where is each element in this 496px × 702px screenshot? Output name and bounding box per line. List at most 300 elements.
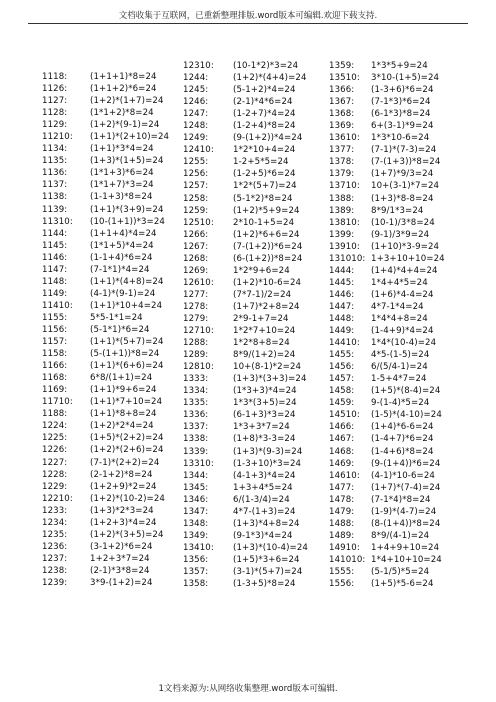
- expression: (2-1)*3*8=24: [90, 565, 150, 576]
- number-set: 1168:: [42, 373, 68, 384]
- number-set: 1446:: [329, 289, 355, 300]
- expression: 1*2*(5+7)=24: [233, 181, 297, 192]
- solution-row: [42, 312, 182, 324]
- expression: 1+2+3*7=24: [90, 553, 150, 564]
- number-set: 12610:: [183, 277, 214, 288]
- solution-row: [42, 565, 182, 577]
- expression: 6+(3-1)*9=24: [371, 121, 434, 132]
- expression: (4-1)*(9-1)=24: [90, 288, 156, 299]
- number-set: 1249:: [183, 133, 209, 144]
- number-set: 1135:: [42, 156, 68, 167]
- solution-row: [329, 156, 469, 168]
- solution-row: [183, 217, 323, 229]
- solution-row: [329, 193, 469, 205]
- expression: (1+3)*(10-4)=24: [233, 542, 308, 553]
- number-set: 1224:: [42, 421, 68, 432]
- solution-row: [183, 205, 323, 217]
- number-set: 1457:: [329, 374, 355, 385]
- solution-row: [42, 541, 182, 553]
- solution-row: [42, 107, 182, 119]
- number-set: 11410:: [42, 300, 73, 311]
- expression: (3-1+2)*6=24: [90, 541, 153, 552]
- solution-row: [42, 336, 182, 348]
- expression: 6/(5/4-1)=24: [371, 362, 428, 373]
- number-set: 1157:: [42, 337, 68, 348]
- solution-row: [329, 482, 469, 494]
- number-set: 1448:: [329, 313, 355, 324]
- expression: (1+2)*(1+7)=24: [90, 96, 164, 107]
- expression: (7-1*4)*8=24: [371, 494, 431, 505]
- number-set: 1456:: [329, 362, 355, 373]
- solution-row: [329, 313, 469, 325]
- expression: (1-2+4)*8=24: [233, 121, 296, 132]
- expression: 1-5+4*7=24: [371, 374, 427, 385]
- solution-row: [42, 553, 182, 565]
- number-set: 13910:: [329, 241, 360, 252]
- number-set: 1478:: [329, 494, 355, 505]
- solution-row: [329, 385, 469, 397]
- number-set: 14510:: [329, 410, 360, 421]
- expression: (1+6)*4-4=24: [371, 289, 434, 300]
- expression: (1-1+4)*6=24: [90, 252, 153, 263]
- solution-row: [183, 120, 323, 132]
- number-set: 13510:: [329, 73, 360, 84]
- expression: (4-1)*10-6=24: [371, 470, 435, 481]
- solution-row: [329, 349, 469, 361]
- number-set: 1233:: [42, 505, 68, 516]
- number-set: 1358:: [183, 579, 209, 590]
- solution-row: [42, 167, 182, 179]
- solution-row: [329, 542, 469, 554]
- number-set: 12410:: [183, 145, 214, 156]
- expression: 1+4+9+10=24: [371, 542, 440, 553]
- solution-row: [42, 131, 182, 143]
- solution-row: [42, 143, 182, 155]
- number-set: 1348:: [183, 518, 209, 529]
- solution-row: [329, 518, 469, 530]
- expression: 1*3*(3+5)=24: [233, 398, 297, 409]
- page-footer: 1文档来源为:从网络收集整理.word版本可编辑.: [158, 684, 338, 694]
- number-set: 1366:: [329, 85, 355, 96]
- expression: (1+2)*5+9=24: [233, 205, 300, 216]
- solution-row: [329, 144, 469, 156]
- number-set: 1278:: [183, 301, 209, 312]
- expression: (1+3)*(3+3)=24: [233, 374, 307, 385]
- number-set: 13310:: [183, 458, 214, 469]
- expression: (1+2)*(2+6)=24: [90, 445, 164, 456]
- number-set: 1468:: [329, 446, 355, 457]
- number-set: 1255:: [183, 157, 209, 168]
- number-set: 1449:: [329, 326, 355, 337]
- solution-row: [42, 348, 182, 360]
- solution-row: [42, 276, 182, 288]
- expression: (1+3)*2*3=24: [90, 505, 154, 516]
- solution-row: [329, 361, 469, 373]
- number-set: 14910:: [329, 542, 360, 553]
- expression: 10+(8-1)*2=24: [233, 362, 302, 373]
- number-set: 1347:: [183, 506, 209, 517]
- solution-row: [183, 325, 323, 337]
- number-set: 1259:: [183, 205, 209, 216]
- solution-row: [183, 421, 323, 433]
- solution-row: [42, 493, 182, 505]
- solution-row: [42, 240, 182, 252]
- number-set: 1334:: [183, 386, 209, 397]
- expression: (5-1*2)*8=24: [233, 193, 293, 204]
- number-set: 1339:: [183, 446, 209, 457]
- expression: (1+4)*4+4=24: [371, 265, 438, 276]
- number-set: 1459:: [329, 398, 355, 409]
- solution-row: [329, 277, 469, 289]
- expression: (8-(1+4))*8=24: [371, 518, 441, 529]
- number-set: 1336:: [183, 410, 209, 421]
- number-set: 1146:: [42, 252, 68, 263]
- solution-row: [329, 253, 469, 265]
- solution-row: [183, 518, 323, 530]
- number-set: 1127:: [42, 96, 68, 107]
- solution-row: [42, 228, 182, 240]
- expression: (1+1)*3*4=24: [90, 144, 154, 155]
- solution-row: [329, 470, 469, 482]
- expression: (1*1+2)*8=24: [90, 108, 154, 119]
- expression: (1+2)*(4+4)=24: [233, 73, 307, 84]
- expression: (6-1+3)*3=24: [233, 410, 296, 421]
- solution-row: [329, 132, 469, 144]
- solution-row: [42, 191, 182, 203]
- solution-row: [329, 337, 469, 349]
- number-set: 1136:: [42, 168, 68, 179]
- solution-row: [42, 420, 182, 432]
- number-set: 1469:: [329, 458, 355, 469]
- column-1: [42, 71, 182, 589]
- solution-row: [329, 217, 469, 229]
- solution-row: [42, 469, 182, 481]
- solution-row: [329, 578, 469, 590]
- expression: 9-(1-4)*5=24: [371, 398, 430, 409]
- number-set: 1367:: [329, 97, 355, 108]
- solution-row: [42, 252, 182, 264]
- number-set: 1236:: [42, 541, 68, 552]
- number-set: 1388:: [329, 193, 355, 204]
- number-set: 12210:: [42, 493, 73, 504]
- expression: (7-(1+3))*8=24: [371, 157, 441, 168]
- expression: (7-1)*(7-3)=24: [371, 145, 437, 156]
- expression: 1+3+4*5=24: [233, 482, 293, 493]
- number-set: 1288:: [183, 338, 209, 349]
- number-set: 1357:: [183, 566, 209, 577]
- solution-row: [42, 457, 182, 469]
- solution-row: [329, 397, 469, 409]
- expression: 2*9-1+7=24: [233, 313, 289, 324]
- expression: (1-4+6)*8=24: [371, 446, 434, 457]
- solution-row: [329, 180, 469, 192]
- solution-row: [183, 566, 323, 578]
- number-set: 1158:: [42, 349, 68, 360]
- number-set: 1349:: [183, 530, 209, 541]
- expression: (1+2)*(10-2)=24: [90, 493, 165, 504]
- number-set: 1126:: [42, 84, 68, 95]
- number-set: 1267:: [183, 241, 209, 252]
- solution-row: [42, 216, 182, 228]
- number-set: 1489:: [329, 530, 355, 541]
- number-set: 1245:: [183, 85, 209, 96]
- number-set: 1256:: [183, 169, 209, 180]
- number-set: 1335:: [183, 398, 209, 409]
- expression: (7-(1+2))*6=24: [233, 241, 303, 252]
- expression: 8*9/1*3=24: [371, 205, 424, 216]
- expression: (1*1+5)*4=24: [90, 240, 154, 251]
- expression: (1+1)*9+6=24: [90, 385, 157, 396]
- number-set: 141010:: [329, 554, 366, 565]
- solution-row: [183, 84, 323, 96]
- solution-row: [183, 433, 323, 445]
- expression: (1+2)*6+6=24: [233, 229, 300, 240]
- expression: 1+3+10+10=24: [371, 253, 445, 264]
- number-set: 12710:: [183, 326, 214, 337]
- number-set: 1556:: [329, 579, 355, 590]
- expression: 1*3*10-6=24: [371, 133, 430, 144]
- expression: (1+3)*4+8=24: [233, 518, 300, 529]
- expression: (1+3)*(1+5)=24: [90, 156, 164, 167]
- expression: 3*10-(1+5)=24: [371, 73, 440, 84]
- expression: (1-4+7)*6=24: [371, 434, 434, 445]
- number-set: 1338:: [183, 434, 209, 445]
- solution-row: [329, 60, 469, 72]
- number-set: 1155:: [42, 312, 68, 323]
- expression: 5*5-1*1=24: [90, 312, 143, 323]
- solution-row: [329, 96, 469, 108]
- solution-row: [329, 554, 469, 566]
- solution-row: [42, 324, 182, 336]
- expression: (1-3+6)*6=24: [371, 85, 434, 96]
- expression: (7-1*3)*6=24: [371, 97, 431, 108]
- expression: (1+1+4)*4=24: [90, 228, 157, 239]
- number-set: 1458:: [329, 386, 355, 397]
- number-set: 1247:: [183, 109, 209, 120]
- expression: 1*2*9+6=24: [233, 265, 290, 276]
- expression: (1+5)*(2+2)=24: [90, 433, 164, 444]
- expression: (1-3+5)*8=24: [233, 579, 296, 590]
- expression: (5-1*1)*6=24: [90, 324, 150, 335]
- number-set: 1244:: [183, 73, 209, 84]
- solution-row: [183, 458, 323, 470]
- expression: (9-1*3)*4=24: [233, 530, 293, 541]
- expression: (10-1*2)*3=24: [233, 61, 299, 71]
- number-set: 1555:: [329, 566, 355, 577]
- solution-row: [183, 241, 323, 253]
- solution-row: [42, 71, 182, 83]
- solution-row: [42, 384, 182, 396]
- page-header: 文档收集于互联网，已重新整理排版.word版本可编辑.欢迎下载支持.: [118, 11, 378, 21]
- solution-row: [329, 168, 469, 180]
- expression: (10-1)/3*8=24: [371, 217, 435, 228]
- number-set: 1225:: [42, 433, 68, 444]
- number-set: 1379:: [329, 169, 355, 180]
- solution-row: [183, 132, 323, 144]
- solutions-columns: [0, 60, 496, 660]
- number-set: 1269:: [183, 265, 209, 276]
- solution-row: [329, 205, 469, 217]
- solution-row: [183, 253, 323, 265]
- number-set: 1447:: [329, 301, 355, 312]
- expression: (4-1+3)*4=24: [233, 470, 296, 481]
- solution-row: [183, 301, 323, 313]
- expression: (5-1+2)*4=24: [233, 85, 296, 96]
- expression: (2-1+2)*8=24: [90, 469, 153, 480]
- number-set: 1479:: [329, 506, 355, 517]
- number-set: 1257:: [183, 181, 209, 192]
- expression: (1+2+9)*2=24: [90, 481, 157, 492]
- solution-row: [329, 421, 469, 433]
- expression: (7-1)*(2+2)=24: [90, 457, 160, 468]
- number-set: 1239:: [42, 577, 68, 588]
- solution-row: [329, 289, 469, 301]
- expression: (1+2)*(3+5)=24: [90, 529, 164, 540]
- solution-row: [329, 229, 469, 241]
- number-set: 1399:: [329, 229, 355, 240]
- expression: 4*7-(1+3)=24: [233, 506, 296, 517]
- expression: 8*9/(1+2)=24: [233, 350, 296, 361]
- number-set: 12810:: [183, 362, 214, 373]
- number-set: 1277:: [183, 289, 209, 300]
- solution-row: [42, 517, 182, 529]
- solution-row: [183, 144, 323, 156]
- solution-row: [183, 506, 323, 518]
- expression: (2-1)*4*6=24: [233, 97, 293, 108]
- number-set: 1344:: [183, 470, 209, 481]
- expression: (1+2)*10-6=24: [233, 277, 302, 288]
- expression: (5-1/5)*5=24: [371, 566, 430, 577]
- solution-row: [329, 120, 469, 132]
- solution-row: [183, 108, 323, 120]
- expression: (9-1)/3*9=24: [371, 229, 430, 240]
- expression: (1*1+3)*6=24: [90, 168, 154, 179]
- solution-row: [183, 397, 323, 409]
- expression: (1+3)*8-8=24: [371, 193, 434, 204]
- solution-row: [42, 360, 182, 372]
- solution-row: [183, 373, 323, 385]
- number-set: 1234:: [42, 517, 68, 528]
- number-set: 1258:: [183, 193, 209, 204]
- solution-row: [183, 72, 323, 84]
- solution-row: [183, 60, 323, 72]
- expression: (1+3)*(9-3)=24: [233, 446, 303, 457]
- expression: (10-(1+1))*3=24: [90, 216, 165, 227]
- expression: (1*3+3)*4=24: [233, 386, 297, 397]
- solution-row: [183, 96, 323, 108]
- expression: (1+5)*(8-4)=24: [371, 386, 441, 397]
- number-set: 131010:: [329, 253, 366, 264]
- solution-row: [183, 361, 323, 373]
- expression: 8*9/(4-1)=24: [371, 530, 430, 541]
- number-set: 1445:: [329, 277, 355, 288]
- solution-row: [183, 542, 323, 554]
- expression: 1*2*8+8=24: [233, 338, 290, 349]
- expression: (1-2+7)*4=24: [233, 109, 296, 120]
- expression: (1+1)*8+8=24: [90, 409, 157, 420]
- solution-row: [329, 108, 469, 120]
- expression: (1+5)*5-6=24: [371, 579, 434, 590]
- number-set: 14610:: [329, 470, 360, 481]
- number-set: 1156:: [42, 324, 68, 335]
- solution-row: [42, 505, 182, 517]
- expression: (1+2+3)*4=24: [90, 517, 157, 528]
- solution-row: [183, 289, 323, 301]
- number-set: 1149:: [42, 288, 68, 299]
- solution-row: [42, 119, 182, 131]
- number-set: 12310:: [183, 61, 214, 71]
- number-set: 1238:: [42, 565, 68, 576]
- expression: (9-(1+2))*4=24: [233, 133, 303, 144]
- expression: 4*5-(1-5)=24: [371, 350, 430, 361]
- solution-row: [183, 156, 323, 168]
- expression: (1+1)*(2+10)=24: [90, 132, 170, 143]
- number-set: 1129:: [42, 120, 68, 131]
- number-set: 1377:: [329, 145, 355, 156]
- column-2: [183, 60, 323, 590]
- solution-row: [329, 494, 469, 506]
- number-set: 1147:: [42, 264, 68, 275]
- expression: (1+4)*6-6=24: [371, 422, 434, 433]
- header-rule: [28, 23, 468, 24]
- number-set: 13410:: [183, 542, 214, 553]
- solution-row: [329, 241, 469, 253]
- solution-row: [183, 168, 323, 180]
- solution-row: [183, 349, 323, 361]
- expression: (1+7)*2+8=24: [233, 301, 300, 312]
- solution-row: [42, 481, 182, 493]
- expression: (1-5)*(4-10)=24: [371, 410, 442, 421]
- column-3: [329, 60, 469, 590]
- number-set: 1226:: [42, 445, 68, 456]
- number-set: 1227:: [42, 457, 68, 468]
- expression: (5-(1+1))*8=24: [90, 349, 160, 360]
- solution-row: [42, 577, 182, 589]
- number-set: 1138:: [42, 192, 68, 203]
- solution-row: [42, 396, 182, 408]
- number-set: 1118:: [42, 72, 68, 82]
- number-set: 1477:: [329, 482, 355, 493]
- number-set: 1346:: [183, 494, 209, 505]
- number-set: 1235:: [42, 529, 68, 540]
- expression: 3*9-(1+2)=24: [90, 577, 153, 588]
- number-set: 1144:: [42, 228, 68, 239]
- number-set: 1279:: [183, 313, 209, 324]
- number-set: 1333:: [183, 374, 209, 385]
- solution-row: [329, 446, 469, 458]
- expression: 6/(1-3/4)=24: [233, 494, 290, 505]
- expression: (1-4+9)*4=24: [371, 326, 434, 337]
- solution-row: [329, 373, 469, 385]
- expression: (1+2)*2*4=24: [90, 421, 154, 432]
- expression: (1-9)*(4-7)=24: [371, 506, 437, 517]
- expression: (1+1)*(6+6)=24: [90, 361, 164, 372]
- expression: 4*7-1*4=24: [371, 301, 424, 312]
- solution-row: [183, 277, 323, 289]
- solution-row: [183, 446, 323, 458]
- number-set: 1137:: [42, 180, 68, 191]
- solution-row: [329, 409, 469, 421]
- solution-row: [183, 385, 323, 397]
- number-set: 1128:: [42, 108, 68, 119]
- number-set: 1248:: [183, 121, 209, 132]
- expression: 2*10-1+5=24: [233, 217, 295, 228]
- solution-row: [183, 554, 323, 566]
- number-set: 1228:: [42, 469, 68, 480]
- number-set: 13610:: [329, 133, 360, 144]
- number-set: 1148:: [42, 276, 68, 287]
- solution-row: [42, 204, 182, 216]
